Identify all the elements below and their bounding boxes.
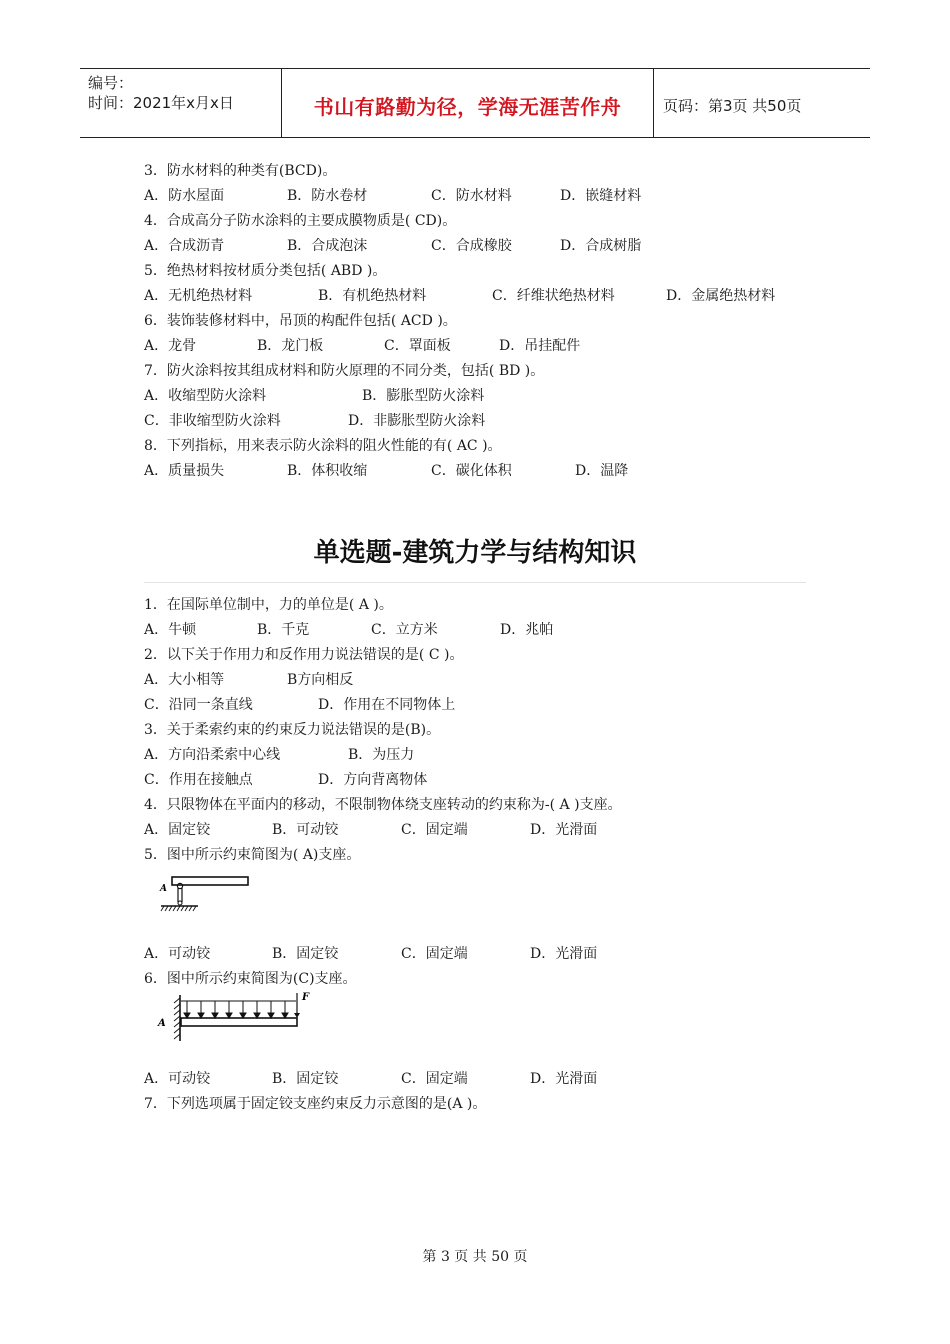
option: B．体积收缩 [287, 463, 368, 479]
question-stem: 3．防水材料的种类有(BCD)。 [144, 163, 337, 179]
option: C．碳化体积 [431, 463, 512, 479]
option: A．质量损失 [144, 463, 225, 479]
option: C．立方米 [371, 622, 438, 638]
header-page-info: 页码：第3页 共50页 [663, 96, 802, 115]
option: C．固定端 [401, 946, 468, 962]
option: D．方向背离物体 [318, 772, 428, 788]
fixed-end-cantilever-diagram [157, 989, 319, 1045]
option: A．可动铰 [144, 946, 211, 962]
option: C．作用在接触点 [144, 772, 253, 788]
question-stem: 8．下列指标，用来表示防火涂料的阻火性能的有( AC )。 [144, 438, 502, 454]
question-stem: 5．绝热材料按材质分类包括( ABD )。 [144, 263, 387, 279]
support-label-a: A [158, 1018, 166, 1029]
question-stem: 3．关于柔索约束的约束反力说法错误的是(B)。 [144, 722, 441, 738]
option: B．固定铰 [272, 1071, 339, 1087]
option: C．沿同一条直线 [144, 697, 253, 713]
option: D．合成树脂 [560, 238, 642, 254]
option: D．金属绝热材料 [666, 288, 776, 304]
option: C．纤维状绝热材料 [492, 288, 615, 304]
question-stem: 1．在国际单位制中，力的单位是( A )。 [144, 597, 393, 613]
question-stem: 6．图中所示约束简图为(C)支座。 [144, 971, 357, 987]
option: D．嵌缝材料 [560, 188, 642, 204]
option: D．光滑面 [530, 946, 598, 962]
option: B．为压力 [348, 747, 415, 763]
option: D．光滑面 [530, 1071, 598, 1087]
section-title: 单选题-建筑力学与结构知识 [313, 538, 637, 568]
header-motto: 书山有路勤为径，学海无涯苦作舟 [282, 69, 654, 137]
option: B．龙门板 [257, 338, 324, 354]
option: D．兆帕 [500, 622, 554, 638]
option: C．合成橡胶 [431, 238, 512, 254]
question-stem: 6．装饰装修材料中，吊顶的构配件包括( ACD )。 [144, 313, 457, 329]
option: B．合成泡沫 [287, 238, 368, 254]
option: C．防水材料 [431, 188, 512, 204]
question-stem: 7．防火涂料按其组成材料和防火原理的不同分类，包括( BD )。 [144, 363, 545, 379]
document-number-label: 编号： [88, 74, 134, 92]
option: A．收缩型防火涂料 [144, 388, 267, 404]
option: D．温降 [575, 463, 629, 479]
question-stem: 4．只限物体在平面内的移动，不限制物体绕支座转动的约束称为-( A )支座。 [144, 797, 622, 813]
option: B．膨胀型防火涂料 [362, 388, 485, 404]
option: D．光滑面 [530, 822, 598, 838]
option: D．非膨胀型防火涂料 [348, 413, 486, 429]
section-divider [144, 582, 806, 583]
question-stem: 5．图中所示约束简图为( A)支座。 [144, 847, 361, 863]
option: C．固定端 [401, 822, 468, 838]
support-label-a: A [160, 884, 167, 894]
option: B方向相反 [287, 672, 354, 688]
option: B．可动铰 [272, 822, 339, 838]
option: C．非收缩型防火涂料 [144, 413, 281, 429]
question-stem: 2．以下关于作用力和反作用力说法错误的是( C )。 [144, 647, 464, 663]
option: A．龙骨 [144, 338, 197, 354]
page-footer: 第 3 页 共 50 页 [422, 1249, 528, 1265]
header-info [80, 69, 282, 137]
option: B．有机绝热材料 [318, 288, 427, 304]
option: A．无机绝热材料 [144, 288, 253, 304]
option: A．方向沿柔索中心线 [144, 747, 281, 763]
option: B．防水卷材 [287, 188, 368, 204]
option: B．固定铰 [272, 946, 339, 962]
option: A．固定铰 [144, 822, 211, 838]
document-date: 时间：2021年x月x日 [88, 94, 234, 112]
option: A．牛顿 [144, 622, 197, 638]
question-stem: 7．下列选项属于固定铰支座约束反力示意图的是(A )。 [144, 1096, 487, 1112]
option: A．大小相等 [144, 672, 225, 688]
option: D．吊挂配件 [499, 338, 581, 354]
option: C．罩面板 [384, 338, 451, 354]
option: B．千克 [257, 622, 310, 638]
question-stem: 4．合成高分子防水涂料的主要成膜物质是( CD)。 [144, 213, 457, 229]
option: A．防水屋面 [144, 188, 225, 204]
option: A．合成沥青 [144, 238, 225, 254]
hinged-support-diagram [158, 872, 254, 914]
option: C．固定端 [401, 1071, 468, 1087]
option: A．可动铰 [144, 1071, 211, 1087]
force-label-f: F [302, 992, 310, 1003]
page-header [80, 68, 870, 138]
option: D．作用在不同物体上 [318, 697, 456, 713]
